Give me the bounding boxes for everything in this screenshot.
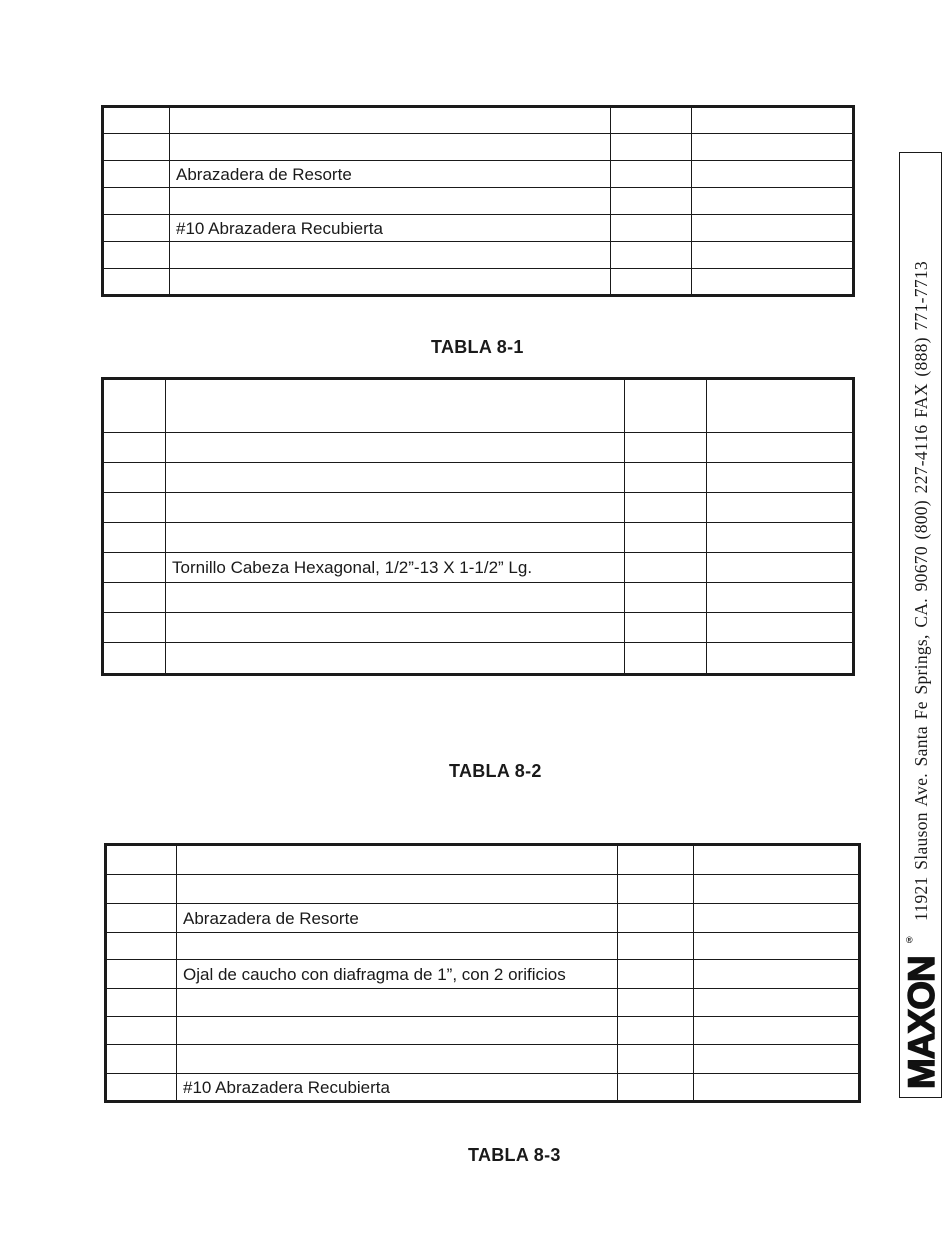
item-cell	[103, 215, 170, 242]
part-number-cell	[694, 989, 860, 1017]
registered-mark: ®	[906, 935, 913, 945]
table-row	[106, 875, 860, 904]
maxon-logo-text: MAXON	[901, 956, 942, 1089]
part-number-cell	[692, 269, 854, 296]
table-row	[103, 433, 854, 463]
table-caption-8-3: TABLA 8-3	[468, 1145, 561, 1165]
part-number-cell	[694, 1017, 860, 1045]
table-row	[106, 904, 860, 933]
item-cell	[103, 134, 170, 161]
description-cell	[177, 1045, 618, 1074]
table-row	[106, 960, 860, 989]
table-row	[103, 493, 854, 523]
table-row	[103, 643, 854, 675]
item-cell	[106, 1045, 177, 1074]
qty-cell	[618, 933, 694, 960]
parts-table-8-1	[101, 105, 855, 297]
description-cell	[177, 1017, 618, 1045]
description-cell	[166, 643, 625, 675]
table-row	[103, 161, 854, 188]
item-cell	[103, 613, 166, 643]
item-cell	[103, 242, 170, 269]
item-cell	[106, 875, 177, 904]
item-cell	[106, 1017, 177, 1045]
description-cell: Abrazadera de Resorte	[170, 161, 611, 188]
qty-cell	[618, 1017, 694, 1045]
company-address: 11921 Slauson Ave. Santa Fe Springs, CA. 90670 (800) 227-4116 FAX (888) 771-7713	[910, 261, 931, 921]
part-number-cell	[707, 493, 854, 523]
item-cell	[106, 933, 177, 960]
description-cell	[166, 463, 625, 493]
description-cell	[177, 989, 618, 1017]
item-cell	[106, 845, 177, 875]
table-row	[103, 379, 854, 433]
qty-cell	[618, 845, 694, 875]
table-row	[103, 134, 854, 161]
item-cell	[103, 463, 166, 493]
table-row	[106, 1045, 860, 1074]
description-cell	[177, 845, 618, 875]
item-cell	[103, 269, 170, 296]
table-row	[103, 242, 854, 269]
item-cell	[103, 523, 166, 553]
qty-cell	[625, 613, 707, 643]
item-cell	[106, 960, 177, 989]
description-cell	[177, 933, 618, 960]
qty-cell	[611, 134, 692, 161]
qty-cell	[625, 523, 707, 553]
part-number-cell	[692, 188, 854, 215]
parts-table-8-2	[101, 377, 855, 676]
item-cell	[103, 188, 170, 215]
qty-cell	[618, 1074, 694, 1102]
table-caption-8-1: TABLA 8-1	[431, 337, 524, 357]
qty-cell	[625, 643, 707, 675]
description-cell	[166, 523, 625, 553]
item-cell	[103, 433, 166, 463]
maxon-logo	[901, 935, 942, 1089]
description-cell	[170, 134, 611, 161]
qty-cell	[625, 583, 707, 613]
part-number-cell	[694, 1074, 860, 1102]
description-cell	[170, 188, 611, 215]
part-number-cell	[694, 845, 860, 875]
part-number-cell	[694, 960, 860, 989]
description-cell: #10 Abrazadera Recubierta	[170, 215, 611, 242]
part-number-cell	[707, 463, 854, 493]
description-cell	[166, 379, 625, 433]
part-number-cell	[707, 553, 854, 583]
parts-table-8-3	[104, 843, 861, 1103]
item-cell	[103, 553, 166, 583]
part-number-cell	[692, 161, 854, 188]
part-number-cell	[692, 107, 854, 134]
table-row	[106, 989, 860, 1017]
qty-cell	[625, 379, 707, 433]
table-row	[103, 215, 854, 242]
qty-cell	[625, 553, 707, 583]
description-cell	[166, 583, 625, 613]
item-cell	[103, 161, 170, 188]
part-number-cell	[707, 433, 854, 463]
table-row	[103, 523, 854, 553]
part-number-cell	[707, 523, 854, 553]
part-number-cell	[694, 904, 860, 933]
qty-cell	[625, 463, 707, 493]
item-cell	[103, 583, 166, 613]
description-cell	[170, 269, 611, 296]
part-number-cell	[692, 134, 854, 161]
table-row	[103, 107, 854, 134]
description-cell: #10 Abrazadera Recubierta	[177, 1074, 618, 1102]
qty-cell	[618, 989, 694, 1017]
description-cell: Ojal de caucho con diafragma de 1”, con 2 orificios	[177, 960, 618, 989]
part-number-cell	[692, 215, 854, 242]
table-row	[103, 463, 854, 493]
description-cell: Tornillo Cabeza Hexagonal, 1/2”-13 X 1-1/2” Lg.	[166, 553, 625, 583]
part-number-cell	[707, 379, 854, 433]
table-row	[103, 583, 854, 613]
table-row	[103, 613, 854, 643]
qty-cell	[611, 188, 692, 215]
qty-cell	[618, 960, 694, 989]
item-cell	[103, 643, 166, 675]
part-number-cell	[694, 1045, 860, 1074]
description-cell	[170, 242, 611, 269]
table-row	[103, 269, 854, 296]
qty-cell	[625, 493, 707, 523]
table-row	[106, 933, 860, 960]
qty-cell	[618, 875, 694, 904]
description-cell	[166, 613, 625, 643]
table-row	[103, 188, 854, 215]
table-row	[106, 1074, 860, 1102]
table-caption-8-2: TABLA 8-2	[449, 761, 542, 781]
item-cell	[103, 379, 166, 433]
description-cell	[166, 493, 625, 523]
qty-cell	[611, 161, 692, 188]
table-row	[103, 553, 854, 583]
part-number-cell	[694, 933, 860, 960]
item-cell	[103, 107, 170, 134]
qty-cell	[611, 215, 692, 242]
description-cell: Abrazadera de Resorte	[177, 904, 618, 933]
description-cell	[166, 433, 625, 463]
item-cell	[106, 1074, 177, 1102]
company-sidebar	[899, 152, 942, 1098]
item-cell	[106, 989, 177, 1017]
part-number-cell	[692, 242, 854, 269]
part-number-cell	[707, 643, 854, 675]
qty-cell	[618, 904, 694, 933]
qty-cell	[611, 242, 692, 269]
part-number-cell	[707, 613, 854, 643]
item-cell	[106, 904, 177, 933]
item-cell	[103, 493, 166, 523]
table-row	[106, 1017, 860, 1045]
description-cell	[170, 107, 611, 134]
table-row	[106, 845, 860, 875]
description-cell	[177, 875, 618, 904]
part-number-cell	[694, 875, 860, 904]
qty-cell	[611, 107, 692, 134]
qty-cell	[611, 269, 692, 296]
qty-cell	[625, 433, 707, 463]
part-number-cell	[707, 583, 854, 613]
qty-cell	[618, 1045, 694, 1074]
